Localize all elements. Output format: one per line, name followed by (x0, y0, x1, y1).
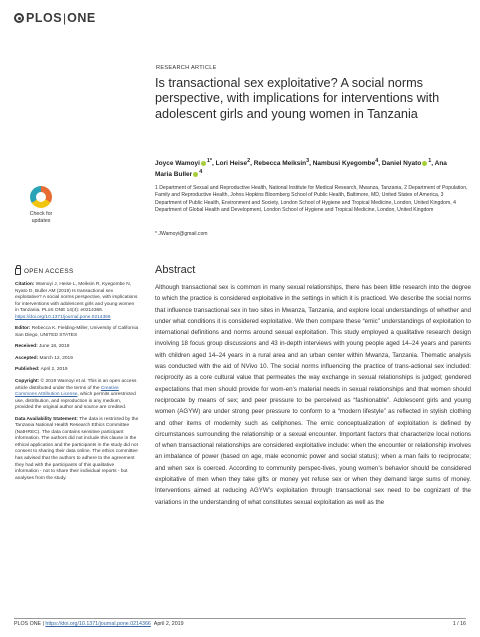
article-title: Is transactional sex exploitative? A social norms perspective, with implications for interventions with adolescent girls and young women in Tanzania (155, 76, 440, 121)
page-number: 1 / 16 (452, 621, 466, 627)
license-link[interactable]: Creative Commons Attribution License (15, 385, 119, 398)
orcid-icon[interactable] (422, 161, 427, 166)
check-updates-label: Check for updates (29, 211, 53, 224)
journal-name: PLOS (26, 11, 63, 25)
journal-name-separator: | (63, 11, 67, 25)
open-lock-icon (15, 268, 21, 275)
affiliations: 1 Department of Sexual and Reproductive Health, National Institute for Medical Research, Mwanza, Tanzania, 2 Department of Population, Family and Reproductive Health, Johns Hopkins Bloomberg School of Public Health, Baltimore, MD, United States of America, 3 Department of Public Health, Environment and Society, London School of Hygiene and Tropical Medicine, London, United Kingdom, 4 Department of Global Health and Development, London School of Hygiene and Tropical Medicine, London, United Kingdom (155, 185, 468, 214)
open-access-label: OPEN ACCESS (24, 268, 74, 275)
check-updates-icon (30, 186, 52, 208)
author-name[interactable]: , Daniel Nyato (378, 160, 422, 168)
footer-date: April 2, 2019 (153, 621, 184, 627)
author-name[interactable]: , Nambusi Kyegombe (309, 160, 376, 168)
open-access-badge (15, 268, 74, 275)
abstract-heading: Abstract (155, 264, 196, 276)
author-name[interactable]: , Rebecca Meiksin (250, 160, 307, 168)
citation: Citation: Wamoyi J, Heise L, Meiksin R, Kyegombe N, Nyato D, Buller AM (2019) Is transactional sex exploitative? A social norms perspective, with implications for interventions with adolescent girls and young women in Tanzania. PLoS ONE 14(4): e0214366. https://doi.org/10.1371/journal.pone.0214366 (15, 282, 138, 320)
orcid-icon[interactable] (193, 172, 198, 177)
article-metadata-sidebar (15, 282, 139, 487)
editor: Editor: Rebecca K. Fielding-Miller, University of California San Diego, UNITED STATES (15, 326, 139, 338)
author-affiliation-marker: 2 (247, 158, 251, 164)
check-for-updates-button[interactable] (21, 186, 61, 234)
author-affiliation-marker: 1* (206, 158, 213, 164)
copyright: Copyright: © 2019 Wamoyi et al. This is an open access article distributed under the terms of the Creative Commons Attribution License, which permits unrestricted use, distribution, and reproduction in any medium, provided the original author and source are credited. (15, 379, 137, 411)
author-name[interactable]: , Ana Maria Buller (155, 160, 447, 179)
abstract-body: Although transactional sex is common in many sexual relationships, there has been little research into the degree to which the practice is considered exploitative in the settings in which it is practiced. We describe the social norms that influence transactional sex in two sites in Mwanza, Tanzania, and explore local understandings of whether and under what conditions it is considered exploitative. We then compare these “emic” understandings of exploitation to international definitions and norms around sexual exploitation. This study employed a qualitative research design involving 18 focus group discussions and 43 in-depth interviews with young people aged 14–24 years and parents with children aged 14–24 years in a rural area and an urban center within Mwanza, Tanzania. Thematic analysis was conducted with the aid of NVivo 10. The social norms influencing the practice of trans-actional sex included: reciprocity as a core cultural value that permeates the way exchange in sexual relationships is judged; gendered expectations that men should provide for wom-en’s material needs in sexual relationships and that women should reciprocate by means of sex; and peer pressure to be perceived as “fashionable”. Adolescent girls and young women (AGYW) are under strong peer pressure to conform to a “modern lifestyle” as reflected in stylish clothing and other items of modernity such as cellphones. The emic conceptualization of exploitation is defined by circumstances surrounding the relationship or a sexual encounter. Important factors that characterize local notions of when transactional relationships are considered exploitative include: when the encounter or relationship involves an imbalance of power (based on age, male economic power and social status); when a man fails to reciprocate; and when sex is coerced. According to community perspec-tives, young women’s behavior should be considered exploitative of men when they take gifts or money yet refuse sex or when they demand large sums of money. Interventions aimed at reducing AGYW’s exploitation through transactional sex need to be cognizant of the variations in the understanding of what constitutes sexual exploitation as well as the (155, 284, 471, 506)
author-affiliation-marker: 4 (199, 169, 203, 176)
author-list (155, 157, 465, 179)
author-name[interactable]: , Lori Heise (212, 160, 248, 168)
author-affiliation-marker: 3 (306, 158, 310, 164)
citation-doi-link[interactable]: https://doi.org/10.1371/journal.pone.0214366 (15, 314, 111, 320)
plos-logo-icon (14, 13, 24, 23)
journal-logo (14, 11, 96, 25)
author-affiliation-marker: 4 (375, 158, 379, 164)
accepted-date: Accepted: March 12, 2019 (15, 355, 73, 361)
footer-doi-link[interactable]: https://doi.org/10.1371/journal.pone.0214366 (45, 621, 151, 627)
published-date: Published: April 2, 2019 (15, 367, 68, 373)
orcid-icon[interactable] (201, 161, 206, 166)
page-footer (14, 618, 466, 627)
data-availability-statement: Data Availability Statement: The data is restricted by the Tanzania National Health Research Ethics Committee (NatHREC). The data contains sensitive participant information. The authors did not include this clause in the ethical application and the participants in the study did not consent to sharing their data online. The ethics committee has advised that the authors to adhere to the agreement they had with the participants of this qualitative information - not to share their individual reports - but analyses from the study. (15, 416, 139, 481)
received-date: Received: June 18, 2018 (15, 344, 70, 350)
corresponding-email[interactable]: * JWamoyi@gmail.com (155, 231, 208, 237)
article-type: RESEARCH ARTICLE (156, 65, 217, 71)
author-affiliation-marker: 1 (428, 158, 432, 164)
author-name[interactable]: Joyce Wamoyi (155, 160, 200, 168)
journal-name-suffix: ONE (67, 11, 96, 25)
footer-journal: PLOS ONE | (14, 621, 46, 627)
